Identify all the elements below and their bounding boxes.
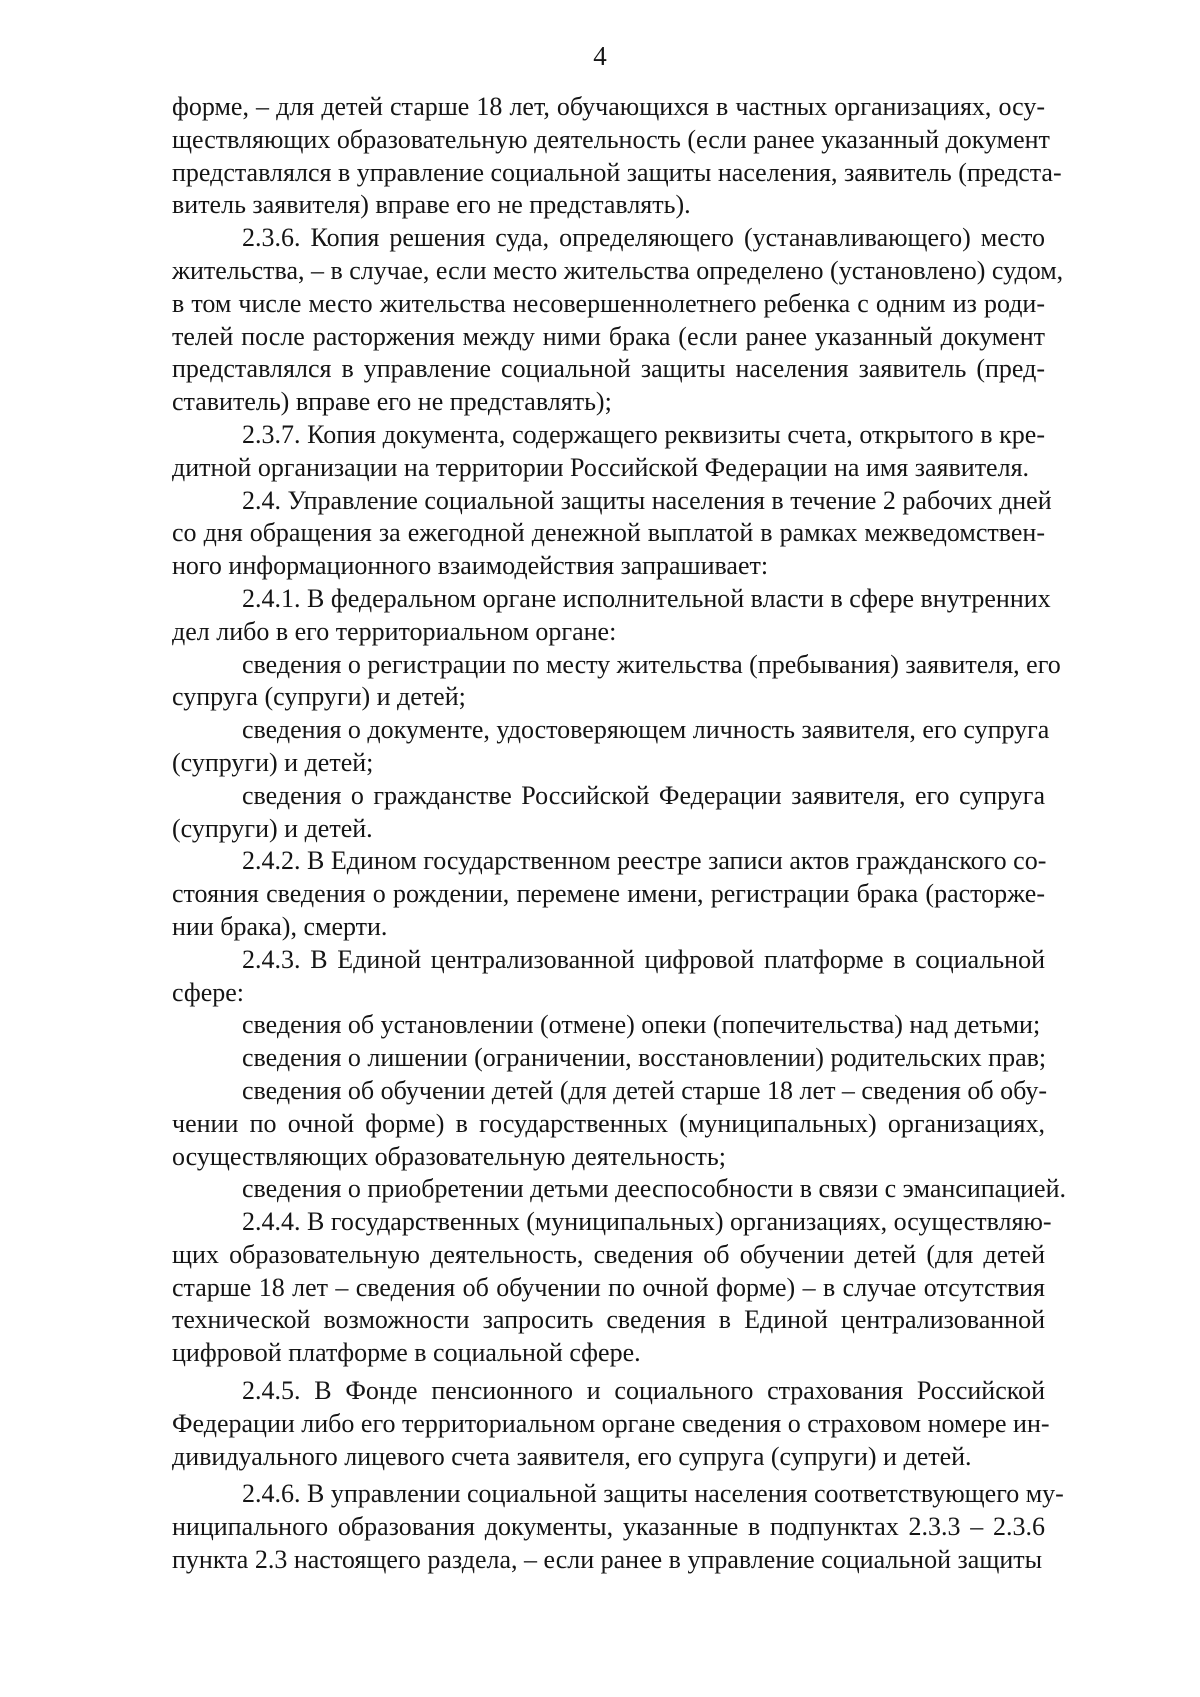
paragraph [172,485,1052,583]
text-line: сведения о регистрации по месту жительства (пребывания) заявителя, его [242,649,1061,679]
text-line: сведения о лишении (ограничении, восстановлении) родительских прав; [242,1043,1047,1073]
text-line: сведения об установлении (отмене) опеки (попечительства) над детьми; [242,1010,1041,1040]
text-line: представлялся в управление социальной защиты населения заявитель (пред- [172,354,1045,384]
paragraph [172,944,1045,1010]
text-line: пункта 2.3 настоящего раздела, – если ранее в управление социальной защиты [172,1545,1043,1575]
paragraph [172,1478,1064,1576]
paragraph [172,714,1050,780]
text-line: технической возможности запросить сведения в Единой централизованной [172,1305,1045,1335]
text-line: телей после расторжения между ними брака (если ранее указанный документ [172,321,1045,351]
paragraph [172,1206,1052,1370]
text-line: дел либо в его территориальном органе: [172,616,617,646]
text-line: 2.4.6. В управлении социальной защиты населения соответствующего му- [242,1479,1064,1509]
text-line: сведения о документе, удостоверяющем личность заявителя, его супруга [242,715,1050,745]
text-line: супруга (супруги) и детей; [172,682,466,712]
text-line: 2.4.1. В федеральном органе исполнительной власти в сфере внутренних [242,583,1051,613]
paragraph [172,1042,1045,1075]
text-line: форме, – для детей старше 18 лет, обучающихся в частных организациях, осу- [172,92,1045,121]
text-line: 2.4.4. В государственных (муниципальных) организациях, осуществляю- [242,1207,1052,1237]
text-line: дитной организации на территории Российской Федерации на имя заявителя. [172,452,1030,482]
paragraph [172,583,1051,649]
text-line: (супруги) и детей; [172,747,374,777]
paragraph [172,1375,1050,1473]
page-number: 4 [593,41,607,71]
paragraph [172,845,1045,943]
text-line: стояния сведения о рождении, перемене имени, регистрации брака (расторже- [172,879,1045,909]
text-line: (супруги) и детей. [172,813,373,843]
paragraph [172,1009,1045,1042]
text-line: дивидуального лицевого счета заявителя, его супруга (супруги) и детей. [172,1441,972,1471]
text-line: 2.3.7. Копия документа, содержащего реквизиты счета, открытого в кре- [242,419,1045,449]
text-line: осуществляющих образовательную деятельность; [172,1141,726,1171]
text-line: цифровой платформе в социальной сфере. [172,1338,641,1368]
text-line: представлялся в управление социальной защиты населения, заявитель (предста- [172,157,1062,187]
text-line: 2.4.5. В Фонде пенсионного и социального страхования Российской [242,1376,1045,1406]
text-line: витель заявителя) вправе его не представлять). [172,190,691,220]
text-line: в том числе место жительства несовершеннолетнего ребенка с одним из роди- [172,288,1045,318]
text-line: сведения о гражданстве Российской Федерации заявителя, его супруга [242,780,1045,810]
text-line: ного информационного взаимодействия запрашивает: [172,551,769,581]
text-line: 2.4.2. В Едином государственном реестре записи актов гражданского со- [242,846,1047,876]
text-line: со дня обращения за ежегодной денежной выплатой в рамках межведомствен- [172,518,1045,548]
paragraph [172,780,1045,846]
paragraph [172,649,1061,715]
document-body [172,91,1067,1577]
text-line: нии брака), смерти. [172,911,388,941]
text-line: 2.3.6. Копия решения суда, определяющего (устанавливающего) место [242,223,1045,253]
text-line: Федерации либо его территориальном органе сведения о страховом номере ин- [172,1408,1050,1438]
text-line: жительства, – в случае, если место жительства определено (установлено) судом, [172,255,1064,285]
paragraph [172,222,1064,419]
text-line: сведения об обучении детей (для детей старше 18 лет – сведения об обу- [242,1075,1047,1105]
text-line: ниципального образования документы, указанные в подпунктах 2.3.3 – 2.3.6 [172,1512,1045,1542]
text-line: чении по очной форме) в государственных (муниципальных) организациях, [172,1108,1045,1138]
text-line: 2.4.3. В Единой централизованной цифровой платформе в социальной [242,944,1045,974]
text-line: сведения о приобретении детьми дееспособности в связи с эмансипацией. [242,1174,1067,1204]
text-line: 2.4. Управление социальной защиты населения в течение 2 рабочих дней [242,485,1052,515]
text-line: ществляющих образовательную деятельность (если ранее указанный документ [172,124,1050,154]
paragraph [172,1173,1067,1206]
paragraph [172,1075,1045,1173]
text-line: старше 18 лет – сведения об обучении по очной форме) – в случае отсутствия [172,1272,1045,1302]
text-line: щих образовательную деятельность, сведения об обучении детей (для детей [172,1239,1045,1269]
text-line: сфере: [172,977,245,1007]
paragraph [172,419,1045,485]
text-line: ставитель) вправе его не представлять); [172,387,612,417]
paragraph [172,91,1062,222]
